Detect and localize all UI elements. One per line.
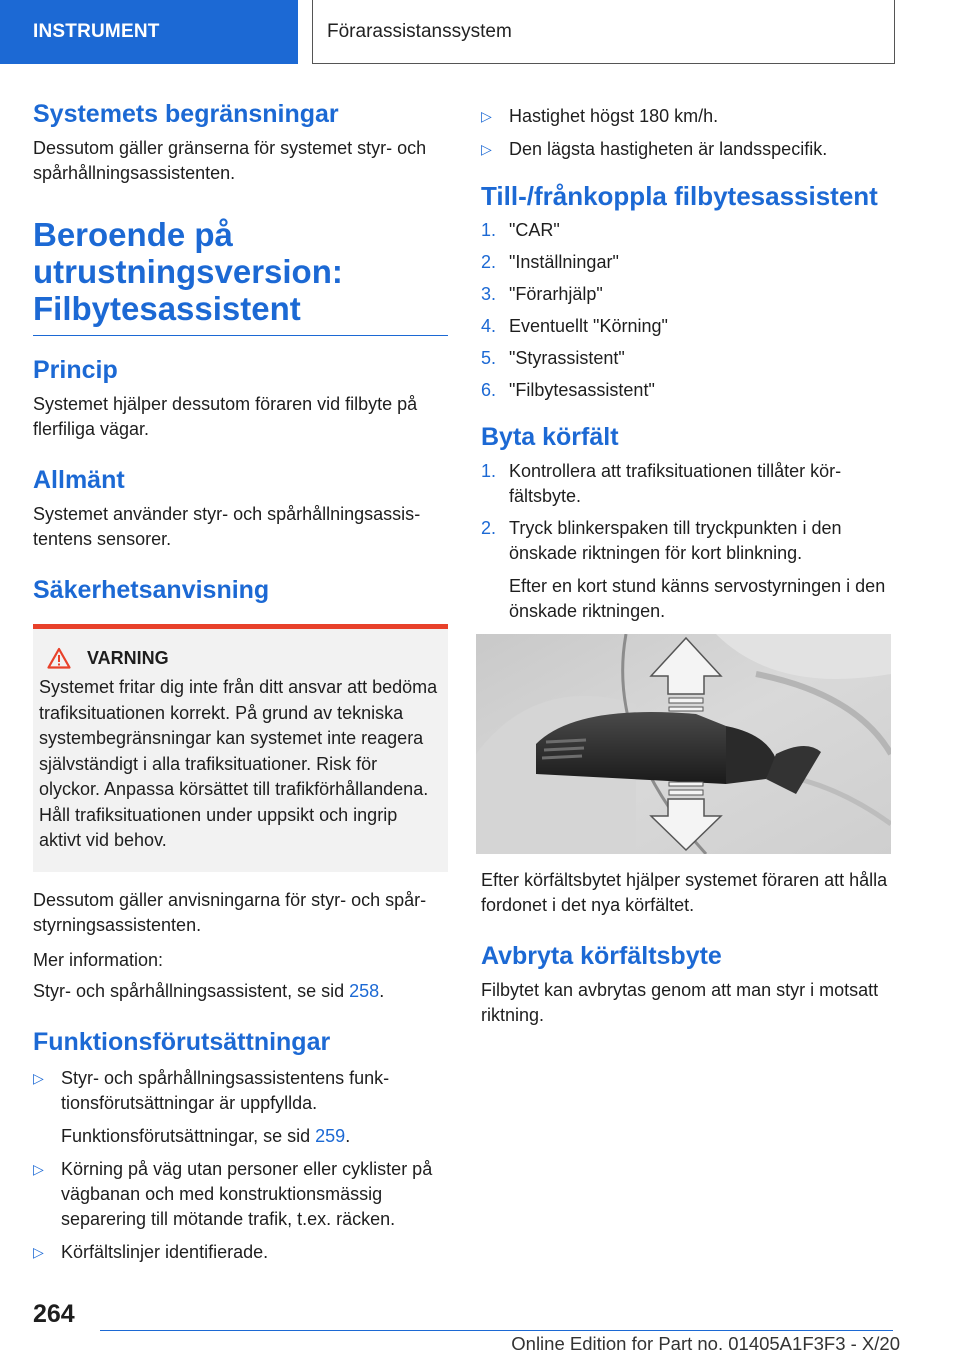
list-item-sub — [61, 1124, 448, 1149]
step-item — [481, 282, 891, 307]
step-text: "Styrassistent" — [509, 348, 625, 368]
toggle-steps — [481, 218, 891, 403]
warning-box — [33, 624, 448, 872]
step-text: "CAR" — [509, 220, 560, 240]
step-number: 6. — [481, 380, 497, 400]
step-number: 1. — [481, 220, 497, 240]
limits-heading: Systemets begränsningar — [33, 100, 339, 128]
footer-rule — [100, 1330, 893, 1331]
triangle-bullet-icon: ▷ — [481, 108, 492, 124]
conditions-heading: Funktionsförutsättningar — [33, 1027, 331, 1056]
triangle-bullet-icon: ▷ — [33, 1069, 44, 1086]
edition-text: Online Edition for Part no. 01405A1F3F3 - X/20 — [511, 1333, 900, 1354]
warning-triangle-icon — [47, 647, 71, 669]
step-item — [481, 346, 891, 371]
more-info-label: Mer information: — [33, 949, 164, 970]
list-item — [481, 137, 891, 162]
princip-text: Systemet hjälper dessutom föraren vid filbyte på flerfiliga vägar. — [33, 394, 418, 439]
main-heading-line3: Filbytesassistent — [33, 290, 301, 327]
page-number: 264 — [33, 1300, 75, 1328]
triangle-bullet-icon: ▷ — [33, 1243, 44, 1260]
sub-end: . — [345, 1125, 351, 1146]
lane-change-heading: Byta körfält — [481, 423, 619, 451]
triangle-bullet-icon: ▷ — [481, 141, 492, 157]
list-item-text: Körning på väg utan personer eller cyklister på vägbanan och med konstruktionsmässig separering till mötande trafik, t.ex. räcken. — [61, 1158, 433, 1229]
list-item-text: Hastighet högst 180 km/h. — [509, 106, 719, 126]
step-item — [481, 250, 891, 275]
conditions-list-cont — [481, 104, 891, 162]
conditions-list — [33, 1066, 448, 1265]
step-sub-text: Efter en kort stund känns servostyrningen i den önskade riktningen. — [509, 576, 886, 621]
step-text: "Inställningar" — [509, 252, 619, 272]
step-item — [481, 378, 891, 403]
step-text: Kontrollera att trafiksituationen tillåter körfältsbyte. — [509, 461, 842, 506]
toggle-heading: Till-/frånkoppla filbytesassistent — [481, 181, 878, 211]
list-item — [33, 1157, 448, 1232]
chapter-title — [312, 0, 895, 64]
step-number: 2. — [481, 252, 497, 272]
warning-text: Systemet fritar dig inte från ditt ansvar att bedöma trafiksituationen korrekt. På grund av tekniska systembegränsningar kan systemet inte reagera självständigt i alla trafiksituationer. Risk för olyckor. Anpassa körsättet till trafikförhållandena. Håll trafiksituationen under uppsikt och ingrip aktivt vid behov. — [39, 677, 438, 850]
cancel-heading: Avbryta körfältsbyte — [481, 942, 722, 970]
warning-label: VARNING — [87, 647, 169, 668]
step-number: 2. — [481, 518, 497, 538]
step-text: Eventuellt "Körning" — [509, 316, 668, 336]
list-item — [481, 104, 891, 129]
step-text: "Förarhjälp" — [509, 284, 603, 304]
step-item — [481, 218, 891, 243]
princip-heading: Princip — [33, 356, 118, 384]
reference-end: . — [379, 980, 385, 1001]
list-item-text: Den lägsta hastigheten är landsspecifik. — [509, 139, 828, 159]
triangle-bullet-icon: ▷ — [33, 1160, 44, 1177]
section-tab-label: INSTRUMENT — [33, 21, 160, 42]
list-item-text: Styr- och spårhållningsassistentens funktionsförutsättningar är uppfyllda. — [61, 1067, 390, 1113]
allmant-text: Systemet använder styr- och spårhållningsassistentens sensorer. — [33, 504, 421, 549]
limits-text: Dessutom gäller gränserna för systemet styr- och spårhållningsassistenten. — [33, 138, 427, 183]
heading-rule — [33, 335, 448, 336]
step-number: 4. — [481, 316, 497, 336]
step-number: 5. — [481, 348, 497, 368]
section-tab[interactable] — [0, 0, 298, 64]
list-item — [33, 1240, 448, 1265]
main-heading — [33, 216, 448, 327]
step-item — [481, 314, 891, 339]
reference-text: Styr- och spårhållningsassistent, se sid — [33, 980, 350, 1001]
step-text: "Filbytesassistent" — [509, 380, 655, 400]
list-item-text: Körfältslinjer identifierade. — [61, 1241, 269, 1262]
warning-title — [39, 647, 440, 669]
step-number: 1. — [481, 461, 497, 481]
step-item — [481, 459, 891, 509]
page-link[interactable]: 259 — [315, 1125, 346, 1146]
after-image-text: Efter körfältsbytet hjälper systemet föraren att hålla fordonet i det nya körfältet. — [481, 870, 888, 915]
allmant-heading: Allmänt — [33, 466, 125, 494]
after-warning-text: Dessutom gäller anvisningarna för styr- och spårstyrningsassistenten. — [33, 889, 427, 935]
step-text: Tryck blinkerspaken till tryckpunkten i den önskade riktningen för kort blinkning. — [509, 518, 842, 563]
chapter-title-text: Förarassistanssystem — [327, 20, 512, 42]
page-link[interactable]: 258 — [349, 980, 380, 1001]
safety-heading: Säkerhetsanvisning — [33, 576, 270, 604]
list-item — [33, 1066, 448, 1149]
right-column — [481, 104, 891, 1038]
step-item — [481, 516, 891, 624]
lane-change-steps — [481, 459, 891, 624]
main-heading-line2: utrustningsversion: — [33, 253, 343, 290]
turn-signal-lever-illustration — [476, 634, 891, 854]
left-column — [33, 98, 448, 1273]
main-heading-line1: Beroende på — [33, 216, 233, 253]
cancel-text: Filbytet kan avbrytas genom att man styr i motsatt riktning. — [481, 980, 879, 1025]
reference-line — [33, 979, 448, 1004]
step-number: 3. — [481, 284, 497, 304]
sub-text: Funktionsförutsättningar, se sid — [61, 1125, 316, 1146]
